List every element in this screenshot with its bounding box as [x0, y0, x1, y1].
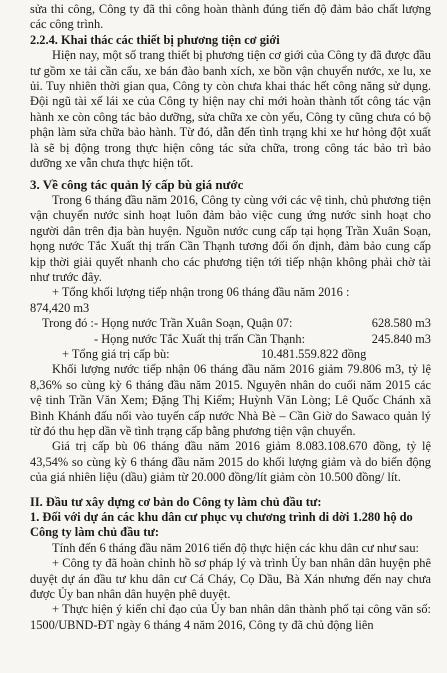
paragraph-2-2-4: Hiện nay, một số trang thiết bị phương tiện cơ giới của Công ty đã được đầu tư gồm xe tải cần cẩu, xe bán đào banh xích, xe bồn vận chuyển nước, xe lu, xe ủi. Tuy nhiên thời gian qua, Công ty còn chưa khai thác hết công năng sử dụng. Đội ngũ tài xế lái xe của Công ty hiện nay chỉ mới hoàn thành tốt công tác vận hành xe còn công tác bảo dưỡng, sửa chữa xe còn yếu, Công ty cũng chưa có bộ phận làm sửa chữa bảo hành. Từ đó, dẫn đến tình trạng khi xe hư hỏng đột xuất là sẽ bị động trong thực hiện công tác sửa chữa, trong công tác bảo trì bảo dưỡng xe vẫn chưa thực hiện tốt.	[30, 48, 431, 171]
paragraph-3b: Khối lượng nước tiếp nhận 06 tháng đầu năm 2016 giảm 79.806 m3, tỷ lệ 8,36% so cùng kỳ 6 tháng đầu năm 2015. Nguyên nhân do cuối năm 2015 các vệ tinh Trần Văn Xem; Đặng Thị Kiểm; Huỳnh Văn Lòng; Lê Quốc Chánh xã Bình Khánh đấu nối vào tuyến cấp nước Nhà Bè – Cần Giờ do Sawaco quản lý từ đó thu hẹp dần về tình trạng cấp bằng phương tiện vận chuyển.	[30, 362, 431, 438]
paragraph-1b: + Công ty đã hoàn chỉnh hồ sơ pháp lý và trình Ủy ban nhân dân huyện phê duyệt dự án đầu tư khu dân cư Cá Cháy, Cọ Dầu, Bà Xán nhưng đến nay chưa được Ủy ban nhân dân huyện phê duyệt.	[30, 556, 431, 602]
volume-row-tran-xuan-soan	[30, 316, 431, 331]
row-value: 628.580 m3	[371, 316, 431, 331]
row-name: - Họng nước Tắc Xuất thị trấn Cần Thạnh:	[94, 331, 306, 346]
row-value: 10.481.559.822 đồng	[261, 346, 367, 361]
row-value: 245.840 m3	[371, 331, 431, 346]
total-volume-label: + Tổng khối lượng tiếp nhận trong 06 tháng đầu năm 2016 :	[52, 285, 350, 300]
volume-row-tac-xuat	[30, 332, 431, 347]
heading-II: II. Đầu tư xây dựng cơ bản do Công ty làm chủ đầu tư:	[30, 494, 322, 509]
paragraph-3a: Trong 6 tháng đầu năm 2016, Công ty cùng với các vệ tinh, chủ phương tiện vận chuyển nước sinh hoạt luôn đảm bảo việc cung ứng nước sinh hoạt cho người dân trên địa bàn huyện. Nguồn nước cung cấp tại họng Trần Xuân Soạn, họng nước Tắc Xuất thị trấn Cần Thạnh tương đối ổn định, đảm bảo cung cấp kịp thời giải quyết nhanh cho các phương tiện tới tiếp nhận không phải chờ tài như trước đây.	[30, 192, 431, 284]
paragraph-1c: + Thực hiện ý kiến chỉ đạo của Ủy ban nhân dân thành phố tại công văn số: 1500/UBND-ĐT ngày 6 tháng 4 năm 2016, Công ty đã chủ động liên	[30, 602, 431, 632]
heading-1: 1. Đối với dự án các khu dân cư phục vụ chương trình di dời 1.280 hộ do Công ty làm chủ đầu tư:	[30, 510, 413, 540]
total-volume-value: 874,420 m3	[30, 300, 90, 315]
row-name: - Họng nước Trần Xuân Soạn, Quận 07:	[94, 316, 293, 331]
total-subsidy-row	[30, 347, 431, 362]
heading-3: 3. Về công tác quản lý cấp bù giá nước	[30, 177, 244, 193]
paragraph-top: sửa thi công, Công ty đã thi công hoàn thành đúng tiến độ đảm bảo chất lượng các công trình.	[30, 2, 431, 32]
row-label: Trong đó :	[42, 316, 94, 331]
heading-2-2-4: 2.2.4. Khai thác các thiết bị phương tiện cơ giới	[30, 32, 280, 47]
row-name: + Tổng giá trị cấp bù:	[62, 346, 170, 361]
paragraph-1a: Tính đến 6 tháng đầu năm 2016 tiến độ thực hiện các khu dân cư như sau:	[52, 540, 419, 555]
paragraph-3c: Giá trị cấp bù 06 tháng đầu năm 2016 giảm 8.083.108.670 đồng, tỷ lệ 43,54% so cùng kỳ 6 tháng đầu năm 2015 do khối lượng giảm và do biến động của giá nhiên liệu (dầu) giảm từ 20.000 đồng/lít giảm còn 10.500 đồng/ lít.	[30, 439, 431, 485]
